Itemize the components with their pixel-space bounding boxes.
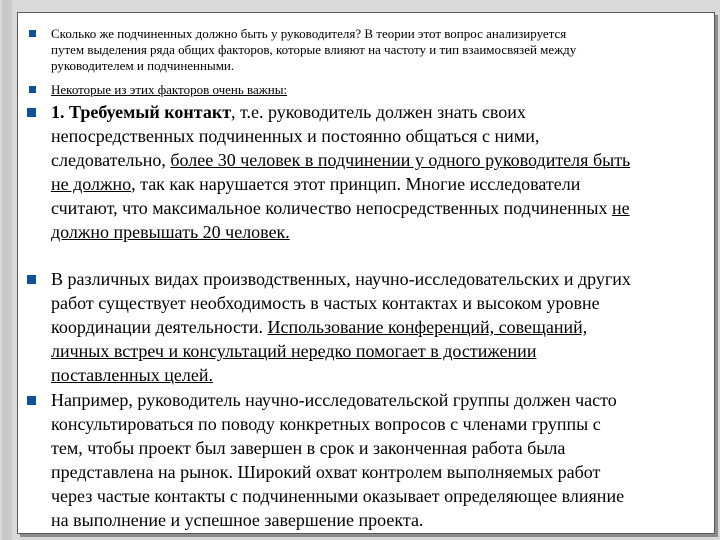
square-bullet-icon bbox=[27, 396, 36, 405]
underlined-text: поставленных целей. bbox=[51, 365, 213, 385]
text-line bbox=[51, 315, 706, 339]
text-fragment: координации деятельности. bbox=[51, 317, 268, 337]
text-line: консультироваться по поводу конкретных вопросов с членами группы с bbox=[51, 414, 601, 434]
text-line bbox=[51, 148, 706, 172]
text-line: представлена на рынок. Широкий охват контролем выполняемых работ bbox=[51, 462, 601, 482]
paragraph-text bbox=[51, 388, 706, 532]
underlined-text: не должно bbox=[51, 174, 132, 194]
text-line: непосредственных подчиненных и постоянно общаться с ними, bbox=[51, 126, 540, 146]
text-line bbox=[51, 196, 706, 220]
paragraph-text bbox=[51, 26, 706, 74]
square-bullet-icon bbox=[27, 108, 36, 117]
text-fragment: следовательно, bbox=[51, 150, 171, 170]
text-line: через частые контакты с подчиненными оказывает определяющее влияние bbox=[51, 486, 625, 506]
text-fragment: , т.е. руководитель должен знать своих bbox=[231, 102, 526, 122]
content-panel bbox=[17, 12, 715, 534]
text-line bbox=[51, 172, 706, 196]
paragraph-text bbox=[51, 267, 706, 387]
paragraph-text bbox=[51, 100, 706, 244]
heading-required-contact: 1. Требуемый контакт bbox=[51, 102, 232, 122]
paragraph-text bbox=[51, 82, 706, 98]
text-line: на выполнение и успешное завершение проекта. bbox=[51, 510, 424, 530]
square-bullet-icon bbox=[29, 30, 36, 37]
square-bullet-icon bbox=[27, 275, 36, 284]
text-line: Например, руководитель научно-исследовательской группы должен часто bbox=[51, 390, 617, 410]
square-bullet-icon bbox=[29, 86, 36, 93]
text-line: тем, чтобы проект был завершен в срок и законченная работа была bbox=[51, 438, 566, 458]
underlined-text: Использование конференций, совещаний, bbox=[267, 317, 588, 337]
underlined-text: более 30 человек в подчинении у одного руководителя быть bbox=[170, 150, 631, 170]
text-line: работ существует необходимость в частых контактах и высоком уровне bbox=[51, 293, 600, 313]
text-line: Некоторые из этих факторов очень важны: bbox=[51, 82, 288, 97]
text-line bbox=[51, 220, 706, 244]
left-decor-bar bbox=[2, 0, 12, 540]
text-line: руководителем и подчиненными. bbox=[51, 58, 235, 73]
text-line bbox=[51, 339, 706, 363]
text-line: Сколько же подчиненных должно быть у руководителя? В теории этот вопрос анализируется bbox=[51, 26, 567, 41]
underlined-text: не bbox=[612, 198, 630, 218]
text-line: В различных видах производственных, научно-исследовательских и других bbox=[51, 269, 631, 289]
text-line: путем выделения ряда общих факторов, которые влияют на частоту и тип взаимосвязей между bbox=[51, 42, 577, 57]
text-line bbox=[51, 100, 706, 124]
text-fragment: , так как нарушается этот принцип. Многие исследователи bbox=[131, 174, 581, 194]
underlined-text: личных встреч и консультаций нередко помогает в достижении bbox=[51, 341, 537, 361]
text-line bbox=[51, 363, 706, 387]
underlined-text: должно превышать 20 человек. bbox=[51, 222, 290, 242]
text-fragment: считают, что максимальное количество непосредственных подчиненных bbox=[51, 198, 612, 218]
